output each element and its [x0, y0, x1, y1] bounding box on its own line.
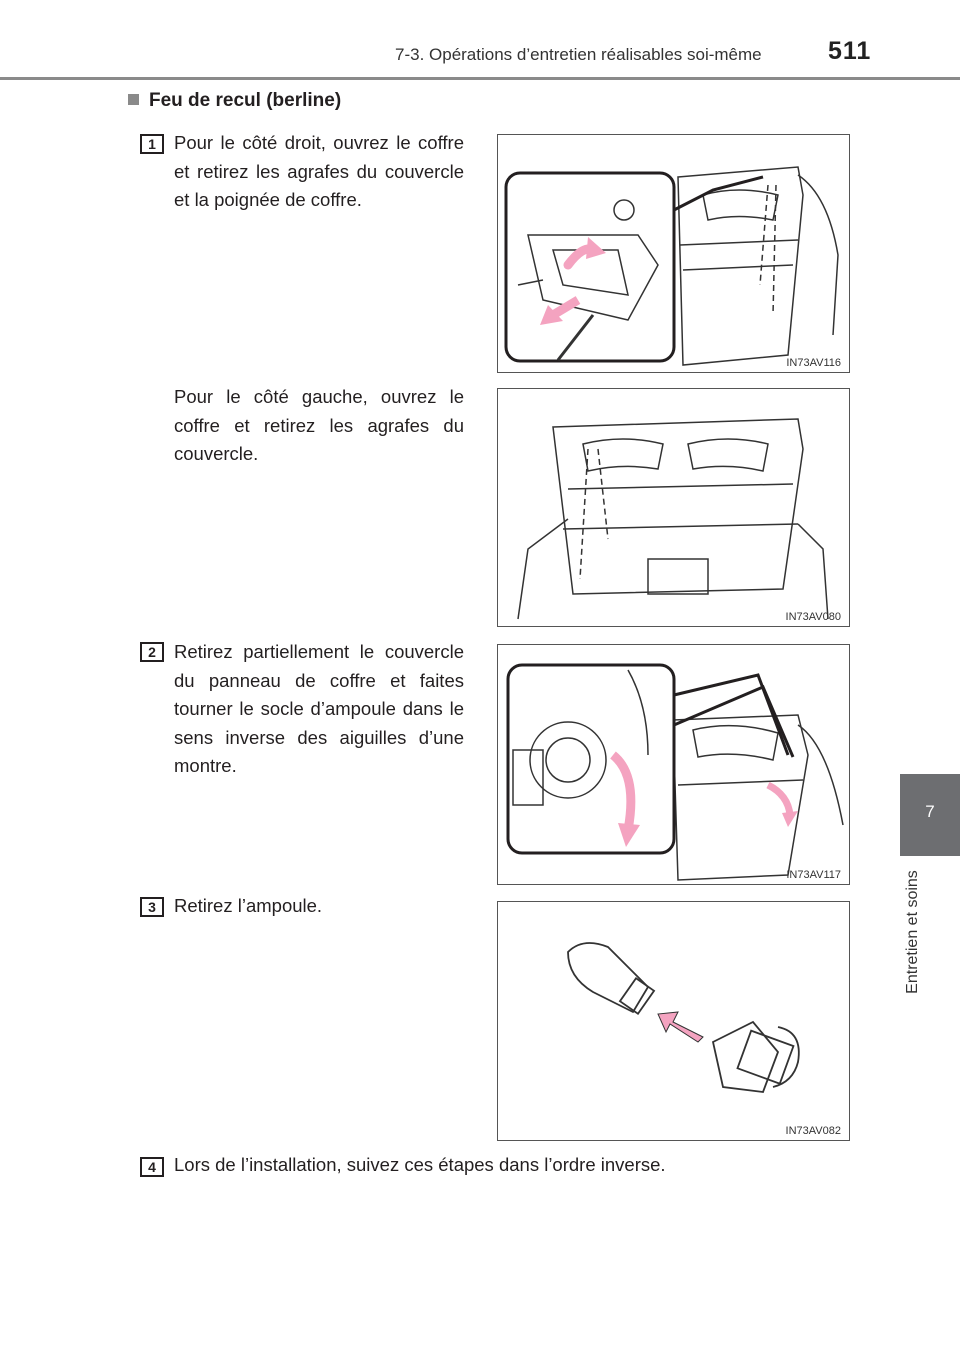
illustration-bulb-removal	[497, 901, 850, 1141]
step-number-badge: 4	[140, 1157, 164, 1177]
chapter-tab	[900, 774, 960, 856]
step-text: Lors de l’installation, suivez ces étapes dans l’ordre inverse.	[174, 1154, 666, 1175]
step-text: Retirez l’ampoule.	[174, 895, 323, 916]
step-number-badge: 1	[140, 134, 164, 154]
step-number-badge: 3	[140, 897, 164, 917]
section-title: Feu de recul (berline)	[128, 90, 341, 112]
illustration-trunk-right	[497, 134, 850, 373]
running-header-title: 7-3. Opérations d’entretien réalisables soi-même	[395, 45, 762, 64]
illustration-bulb-socket	[497, 644, 850, 885]
page-number: 511	[828, 37, 872, 65]
chapter-label-text: Entretien et soins	[904, 870, 921, 994]
figure-code: IN73AV082	[785, 1125, 841, 1137]
illustration-trunk-left	[497, 388, 850, 627]
figure-code: IN73AV117	[786, 869, 841, 881]
chapter-label	[903, 858, 923, 1008]
header-rule	[0, 77, 960, 80]
step-number-badge: 2	[140, 642, 164, 662]
chapter-number: 7	[925, 802, 935, 821]
step-text: Retirez partiellement le couvercle du panneau de coffre et faites tourner le socle d’ampoule dans le sens inverse des aiguilles d’une montre.	[174, 641, 464, 776]
step-text: Pour le côté droit, ouvrez le coffre et retirez les agrafes du couvercle et la poignée de coffre.	[174, 132, 464, 210]
figure-code: IN73AV080	[785, 611, 841, 623]
bullet-square-icon	[128, 94, 139, 105]
step-text: Pour le côté gauche, ouvrez le coffre et retirez les agrafes du couvercle.	[174, 386, 464, 464]
figure-code: IN73AV116	[786, 357, 841, 369]
